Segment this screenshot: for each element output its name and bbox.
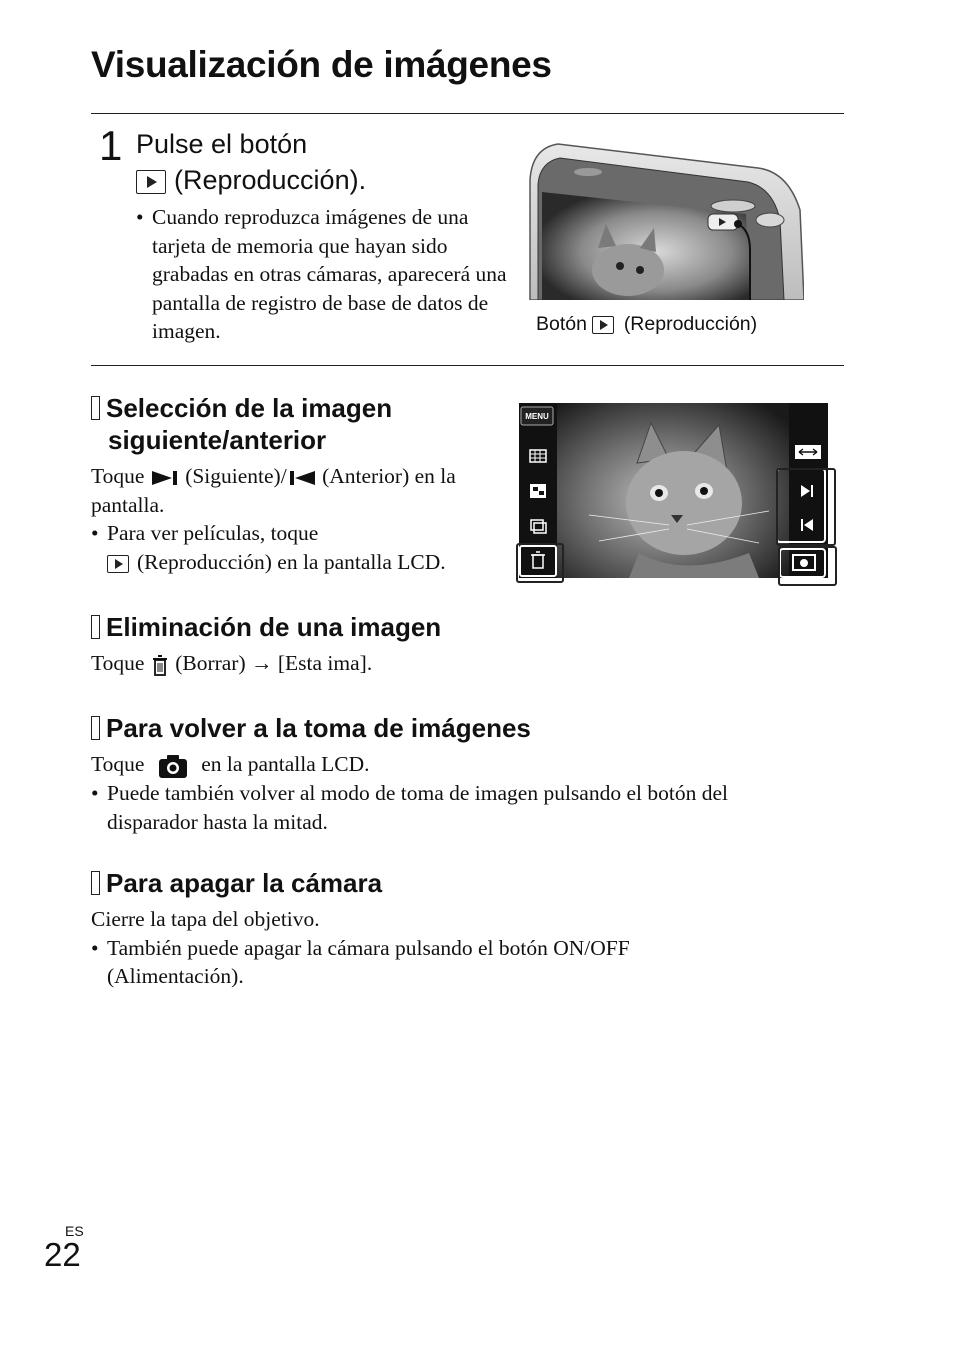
text-fragment: Toque	[91, 752, 145, 776]
step-bullet-list	[136, 203, 511, 346]
text-fragment: en la pantalla LCD.	[201, 752, 370, 776]
list-item: • Cuando reproduzca imágenes de una tarjeta de memoria que hayan sido grabadas en otras cámaras, aparecerá una pantalla de registro de base de datos de imagen.	[136, 203, 511, 346]
next-prev-highlight-frame	[776, 468, 836, 546]
section1-paragraph	[91, 462, 501, 519]
playback-icon	[592, 316, 614, 334]
step-line2	[136, 162, 366, 198]
text-fragment: (Anterior) en la pantalla.	[91, 464, 456, 517]
previous-icon	[287, 470, 317, 486]
camera-highlight-frame	[778, 546, 837, 586]
section-marker-icon	[91, 396, 100, 420]
section3-body	[91, 750, 811, 836]
arrow-icon: →	[251, 651, 273, 675]
list-item	[91, 519, 501, 576]
heading-line1: Selección de la imagen	[106, 393, 393, 423]
section4-paragraph: Cierre la tapa del objetivo.	[91, 907, 320, 931]
list-item: • También puede apagar la cámara pulsando el botón ON/OFF (Alimentación).	[91, 934, 711, 991]
divider-middle	[91, 365, 844, 366]
text-fragment: (Borrar)	[175, 651, 246, 675]
page-number: 22	[44, 1236, 81, 1273]
step-line1: Pulse el botón	[136, 129, 308, 159]
caption-prefix: Botón	[536, 313, 587, 335]
text-fragment: (Reproducción) en la pantalla LCD.	[137, 549, 446, 574]
zoom-icon[interactable]	[530, 484, 546, 498]
text-fragment: [Esta ima].	[277, 651, 373, 675]
language-code: ES	[65, 1223, 84, 1239]
section-heading-return-shooting	[91, 712, 531, 744]
list-item: • Puede también volver al modo de toma de imagen pulsando el botón del disparador hasta la mitad.	[91, 779, 811, 836]
text-fragment: Toque	[91, 651, 145, 675]
heading-text: Para volver a la toma de imágenes	[106, 713, 531, 743]
section-marker-icon	[91, 615, 100, 639]
page-title: Visualización de imágenes	[91, 44, 552, 85]
heading-text: Eliminación de una imagen	[106, 612, 442, 642]
camera-illustration	[528, 140, 804, 300]
section-marker-icon	[91, 716, 100, 740]
next-icon	[150, 470, 180, 486]
section-heading-power-off	[91, 867, 382, 899]
text-fragment: Para ver películas, toque	[107, 521, 319, 545]
delete-highlight-frame	[516, 543, 564, 583]
text-fragment: (Siguiente)/	[185, 464, 287, 488]
camera-icon	[156, 753, 190, 779]
step-number: 1	[99, 122, 123, 169]
trash-icon	[150, 653, 170, 677]
section4-body	[91, 905, 711, 991]
heading-line2: siguiente/anterior	[108, 425, 327, 455]
enlarge-arrows-icon[interactable]	[795, 445, 821, 459]
section1-body	[91, 462, 501, 576]
step-instruction	[136, 126, 366, 198]
menu-button[interactable]: MENU	[525, 412, 549, 421]
playback-icon	[136, 170, 166, 194]
camera-caption	[536, 313, 757, 336]
caption-suffix: (Reproducción)	[623, 313, 758, 335]
cat-image	[592, 244, 664, 296]
heading-text: Para apagar la cámara	[106, 868, 383, 898]
divider-top	[91, 113, 844, 114]
playback-icon	[107, 555, 129, 573]
section2-paragraph	[91, 649, 372, 678]
section-heading-next-prev	[91, 392, 501, 456]
section-heading-delete	[91, 611, 441, 643]
section-marker-icon	[91, 871, 100, 895]
section3-paragraph	[91, 750, 811, 779]
text-fragment: Toque	[91, 464, 145, 488]
step-line2-text: (Reproducción).	[174, 165, 367, 195]
